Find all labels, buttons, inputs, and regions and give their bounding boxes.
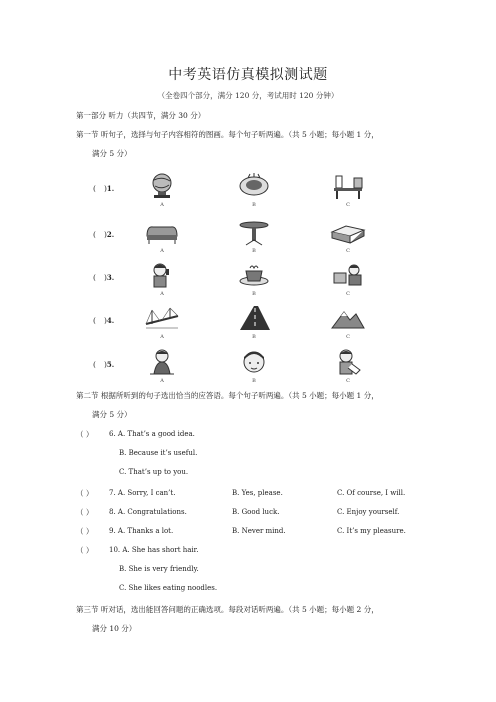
q10-option-c: C. She likes eating noodles. [119,584,218,592]
pic-label-b: B [252,202,256,208]
sofa-icon [144,218,180,246]
pic-label-b: B [252,378,256,384]
answer-paren-8[interactable]: （ ） [76,508,94,517]
q9-option-a: 9. A. Thanks a lot. [109,527,174,535]
injured-arm-icon [330,348,366,376]
section2-heading-cont: 满分 5 分） [92,410,132,419]
pic-label-a: A [160,291,164,297]
pic-label-a: A [160,248,164,254]
pic-label-b: B [252,291,256,297]
section3-heading-cont: 满分 10 分） [92,624,137,633]
pic-label-a: A [160,334,164,340]
page-subtitle: （全卷四个部分，满分 120 分，考试用时 120 分钟） [157,91,339,100]
boy-computer-icon [330,261,366,289]
bridge-icon [144,304,180,332]
lamp-desk-icon [330,172,366,200]
boy-face-icon [236,348,272,376]
dish-icon [236,172,272,200]
globe-icon [144,172,180,200]
section1-heading-cont: 满分 5 分） [92,149,132,158]
q8-option-b: B. Good luck. [232,508,280,516]
page-title: 中考英语仿真模拟测试题 [168,67,328,83]
pic-label-c: C [346,202,350,208]
section2-heading: 第二节 根据所听到的句子选出恰当的应答语。每个句子听两遍。（共 5 小题；每小题 1 分， [76,391,379,400]
section3-heading: 第三节 听对话，选出能回答问题的正确选项。每段对话听两遍。（共 5 小题；每小题 2 分， [76,605,379,614]
pic-label-a: A [160,202,164,208]
q6-option-c: C. That’s up to you. [119,468,189,476]
answer-paren-4[interactable]: ( )4. [93,316,115,325]
answer-paren-9[interactable]: （ ） [76,527,94,536]
pic-label-c: C [346,334,350,340]
girl-phone-icon [144,261,180,289]
answer-paren-6[interactable]: （ ） [76,430,94,439]
q7-option-b: B. Yes, please. [232,489,283,497]
answer-paren-2[interactable]: ( )2. [93,230,115,239]
road-icon [236,304,272,332]
q7-option-a: 7. A. Sorry, I can’t. [109,489,176,497]
pic-label-c: C [346,291,350,297]
answer-paren-7[interactable]: （ ） [76,489,94,498]
q7-option-c: C. Of course, I will. [337,489,406,497]
q6-option-b: B. Because it’s useful. [119,449,198,457]
q9-option-c: C. It’s my pleasure. [337,527,406,535]
answer-paren-5[interactable]: ( )5. [93,360,115,369]
table-icon [236,218,272,246]
pic-label-c: C [346,248,350,254]
q8-option-a: 8. A. Congratulations. [109,508,187,516]
section1-heading: 第一节 听句子，选择与句子内容相符的图画。每个句子听两遍。（共 5 小题；每小题 1 分， [76,130,379,139]
mountain-icon [330,304,366,332]
answer-paren-1[interactable]: ( )1. [93,184,115,193]
pic-label-b: B [252,334,256,340]
q10-option-b: B. She is very friendly. [119,565,199,573]
q6-option-a: 6. A. That’s a good idea. [109,430,195,438]
part1-heading: 第一部分 听力（共四节，满分 30 分） [76,111,206,120]
q10-option-a: 10. A. She has short hair. [109,546,199,554]
pic-label-a: A [160,378,164,384]
answer-paren-3[interactable]: ( )3. [93,273,115,282]
answer-paren-10[interactable]: （ ） [76,546,94,555]
bed-icon [330,218,366,246]
pic-label-c: C [346,378,350,384]
sad-boy-icon [144,348,180,376]
tea-icon [236,261,272,289]
q8-option-c: C. Enjoy yourself. [337,508,400,516]
q9-option-b: B. Never mind. [232,527,286,535]
pic-label-b: B [252,248,256,254]
